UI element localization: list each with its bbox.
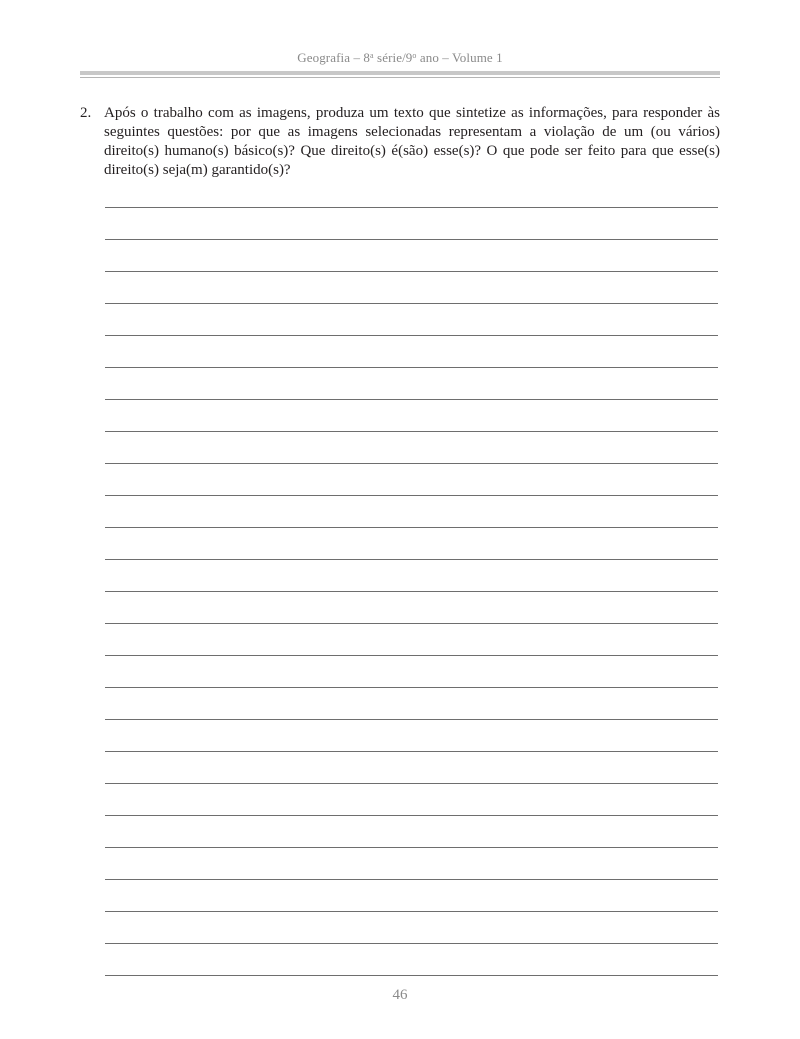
header-rule-thick [80,71,720,75]
answer-line [105,879,718,880]
header-text-part2: série/9 [373,50,413,65]
answer-line [105,559,718,560]
answer-line [105,431,718,432]
question-number: 2. [80,105,92,121]
answer-line [105,239,718,240]
answer-line [105,303,718,304]
answer-line [105,783,718,784]
answer-line [105,367,718,368]
question-block [80,104,720,180]
header-superscript-2: o [412,51,417,60]
question-text: Após o trabalho com as imagens, produza um texto que sintetize as informações, para responder às seguintes questões: por que as imagens selecionadas representam a violação de um (ou vários) direito(s) humano(s) básico(s)? Que direito(s) é(são) esse(s)? O que pode ser feito para que esse(s) direito(s) seja(m) garantido(s)? [104,105,720,178]
answer-line [105,751,718,752]
answer-line [105,719,718,720]
page-number: 46 [392,987,408,1003]
answer-line [105,335,718,336]
answer-line [105,815,718,816]
answer-line [105,847,718,848]
header-text-part1: Geografia – 8 [297,50,371,65]
answer-line [105,591,718,592]
answer-line [105,655,718,656]
answer-line [105,975,718,976]
answer-line [105,687,718,688]
header-rule-thin [80,77,720,78]
answer-line [105,271,718,272]
answer-line [105,207,718,208]
answer-line [105,943,718,944]
answer-line [105,527,718,528]
answer-line [105,495,718,496]
answer-line [105,399,718,400]
answer-line [105,463,718,464]
header-superscript-1: a [370,51,374,60]
header-text-part3: ano – Volume 1 [416,50,503,65]
answer-line [105,623,718,624]
running-header [0,50,800,66]
answer-line [105,911,718,912]
